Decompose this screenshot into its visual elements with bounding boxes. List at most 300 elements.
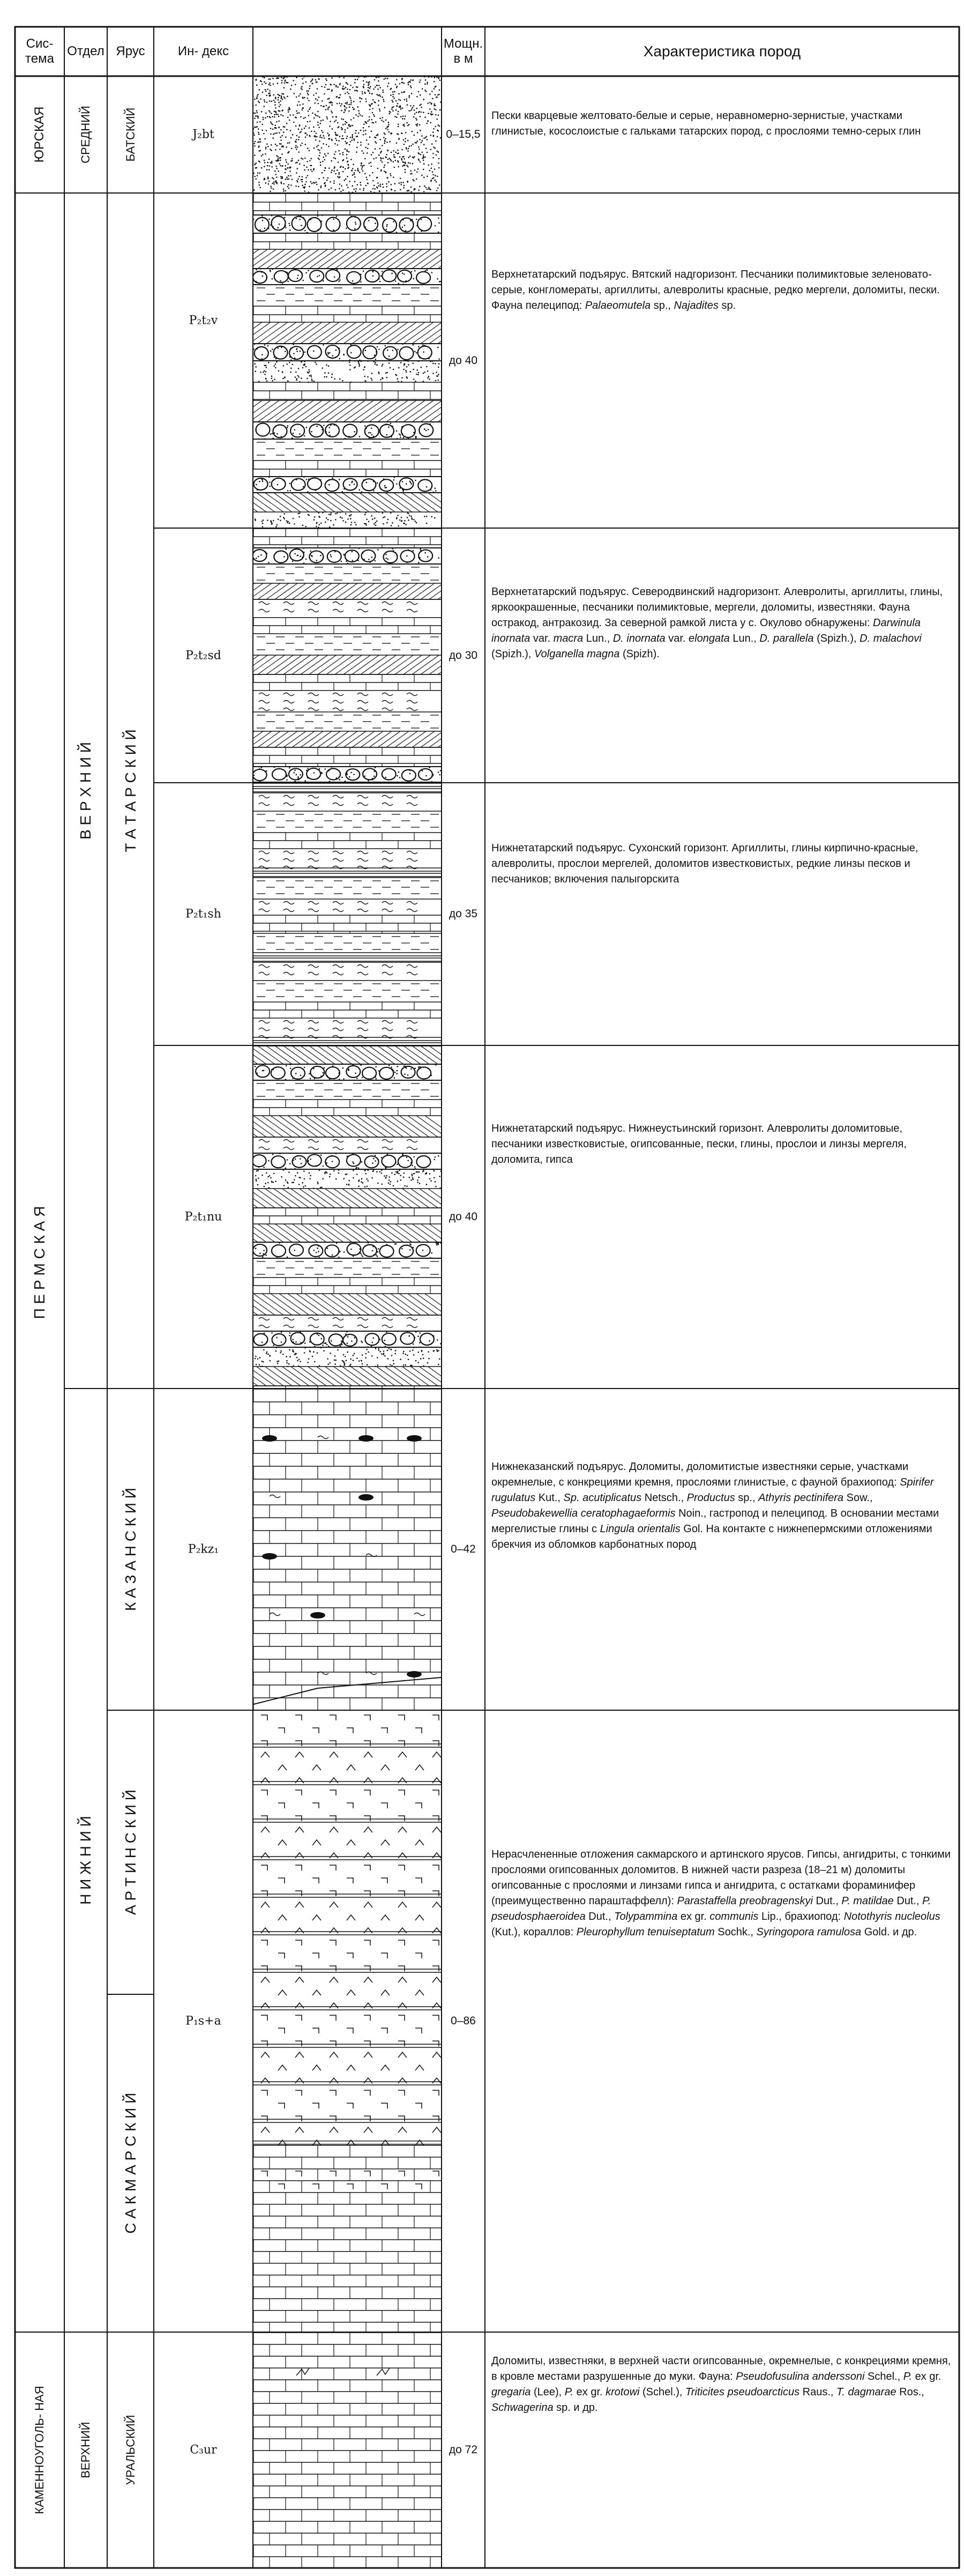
anhydrite-sign [398, 2052, 407, 2058]
sand-dot [298, 186, 300, 188]
sand-dot [410, 170, 412, 172]
sand-dot [362, 1182, 363, 1184]
sand-dot [309, 375, 310, 377]
sand-dot [398, 93, 400, 95]
description-text: Dut., [893, 1895, 923, 1907]
sand-dot [417, 168, 419, 170]
cross-bed [249, 400, 279, 422]
sand-dot [342, 189, 344, 191]
marl-sign [308, 909, 319, 912]
sand-dot [261, 155, 263, 157]
sand-dot [410, 1068, 412, 1070]
marl-sign [382, 1318, 393, 1320]
anhydrite-sign [364, 2052, 372, 2058]
gypsum-sign [364, 1816, 370, 1821]
sand-dot [439, 184, 440, 186]
sand-dot [255, 1248, 257, 1249]
cross-bed [343, 400, 373, 422]
sand-dot [412, 1179, 414, 1181]
sand-dot [289, 523, 290, 524]
sand-dot [316, 526, 317, 528]
description-text: ex gr. [912, 2371, 941, 2382]
sand-dot [259, 1364, 260, 1365]
sand-dot [423, 351, 424, 353]
sand-dot [413, 1343, 414, 1345]
cross-bed [399, 1116, 429, 1137]
sand-dot [261, 215, 263, 217]
sand-dot [433, 128, 435, 130]
gypsum-sign [415, 1728, 422, 1733]
anhydrite-sign [330, 1752, 338, 1757]
sand-dot [387, 129, 388, 130]
sand-dot [295, 372, 297, 373]
sand-dot [317, 103, 319, 105]
pebble [418, 346, 432, 359]
sand-dot [385, 554, 387, 555]
sand-dot [397, 1163, 398, 1165]
cross-bed [361, 655, 387, 674]
sand-dot [327, 109, 329, 110]
sand-dot [295, 1073, 297, 1074]
sand-dot [289, 482, 291, 484]
sand-dot [328, 88, 330, 90]
sand-dot [268, 169, 270, 170]
sand-dot [364, 1170, 366, 1171]
gypsum-sign [398, 1741, 405, 1746]
sand-dot [437, 347, 439, 348]
stage-label: А Р Т И Н С К И Й [122, 1790, 139, 1915]
sand-dot [256, 281, 257, 283]
sand-dot [285, 136, 287, 138]
sand-dot [375, 560, 376, 562]
sand-dot [377, 88, 379, 90]
sand-dot [418, 91, 420, 93]
cross-bed [425, 1116, 455, 1137]
sand-dot [276, 155, 278, 157]
sand-dot [307, 147, 309, 149]
sand-dot [385, 120, 387, 121]
gypsum-sign [432, 1865, 439, 1870]
sand-dot [427, 370, 429, 372]
sand-dot [264, 77, 265, 79]
cross-bed [326, 655, 353, 674]
sand-dot [264, 1186, 265, 1187]
sand-dot [271, 1332, 273, 1334]
sand-dot [413, 550, 414, 552]
gypsum-sign [415, 1953, 422, 1958]
sand-dot [437, 375, 438, 377]
sand-dot [321, 147, 323, 149]
sand-dot [338, 172, 340, 174]
sand-dot [437, 1339, 438, 1341]
sand-dot [282, 115, 284, 117]
sand-dot [392, 94, 394, 95]
marl-sign [382, 803, 393, 806]
sand-dot [346, 154, 348, 155]
cross-bed [446, 249, 473, 269]
sand-dot [384, 516, 386, 518]
sand-dot [439, 1176, 440, 1177]
sand-dot [309, 186, 310, 188]
sand-dot [366, 1255, 368, 1257]
pebble [382, 769, 396, 780]
sand-dot [384, 487, 386, 488]
sand-dot [254, 176, 256, 177]
cross-bed [377, 1189, 403, 1208]
sand-dot [270, 112, 271, 113]
sand-dot [369, 119, 370, 121]
cross-bed [236, 1294, 266, 1315]
pebble [290, 549, 304, 561]
sand-dot [301, 1163, 302, 1164]
marl-sign [357, 693, 368, 696]
sand-dot [406, 100, 408, 102]
unit-index: P₁s+a [185, 2014, 221, 2028]
sand-dot [390, 1181, 392, 1183]
sand-dot [354, 181, 356, 182]
sand-dot [389, 141, 391, 143]
sand-dot [414, 113, 416, 115]
sand-dot [380, 488, 382, 490]
sand-dot [371, 434, 373, 436]
sand-dot [417, 132, 419, 133]
sand-dot [351, 170, 353, 172]
sand-dot [313, 127, 315, 128]
sand-dot [284, 98, 286, 99]
sand-dot [328, 189, 330, 190]
sand-dot [399, 433, 400, 435]
cross-bed [257, 1189, 283, 1208]
sand-dot [419, 185, 421, 187]
sand-dot [332, 355, 333, 357]
sand-dot [317, 122, 319, 123]
sand-dot [333, 180, 335, 182]
gypsum-sign [347, 2103, 353, 2109]
sand-dot [322, 132, 324, 133]
sand-dot [397, 378, 399, 380]
cross-bed [360, 493, 386, 512]
sand-dot [385, 1177, 387, 1179]
sand-dot [315, 114, 316, 115]
description-text: Верхнетатарский подъярус. Северодвинский надгоризонт. Алевролиты, аргиллиты, глины, яркоокрашенные, песчаники полимиктовые, мергели, доломиты, известняки. Фауна остракод, антракозид. За северной рамкой листа у с. Окулово обнаружены: [491, 585, 943, 629]
sand-dot [403, 144, 405, 145]
sand-dot [405, 169, 406, 170]
sand-dot [371, 1346, 372, 1347]
sand-dot [403, 139, 405, 141]
sand-dot [326, 118, 328, 120]
sand-dot [302, 551, 303, 553]
sand-dot [287, 164, 289, 165]
sand-dot [296, 135, 298, 137]
sand-dot [265, 552, 267, 553]
marl-sign [407, 708, 417, 711]
sand-dot [265, 371, 267, 373]
sand-dot [360, 130, 362, 131]
sand-dot [287, 522, 288, 524]
sand-dot [437, 136, 438, 138]
sand-dot [424, 116, 426, 118]
sand-dot [333, 218, 334, 220]
sand-dot [331, 169, 333, 171]
sand-dot [309, 1073, 310, 1074]
sand-dot [354, 217, 356, 218]
sand-dot [350, 119, 352, 121]
sand-dot [355, 169, 356, 171]
anhydrite-sign [347, 1915, 355, 1920]
sand-dot [273, 94, 274, 96]
sand-dot [431, 1075, 432, 1077]
sand-dot [416, 140, 418, 142]
pebble [309, 424, 323, 437]
cross-bed [222, 493, 249, 512]
anhydrite-sign [381, 1765, 390, 1770]
sand-dot [316, 93, 317, 94]
sand-dot [405, 1364, 407, 1366]
sand-dot [403, 187, 405, 189]
sand-dot [431, 143, 433, 145]
sand-dot [313, 381, 315, 382]
sand-dot [373, 114, 375, 116]
sand-dot [271, 1069, 273, 1071]
sand-dot [407, 150, 409, 152]
sand-dot [419, 124, 421, 125]
cross-bed [335, 655, 362, 674]
sand-dot [413, 432, 415, 434]
cross-bed [395, 322, 425, 344]
sand-dot [306, 427, 308, 428]
sand-dot [274, 170, 276, 172]
sand-dot [328, 373, 330, 374]
sand-dot [281, 176, 283, 178]
sand-dot [304, 352, 306, 353]
sand-dot [333, 183, 335, 184]
pebble [254, 478, 268, 490]
sand-dot [290, 368, 292, 369]
sand-dot [330, 1353, 331, 1354]
sand-dot [293, 518, 294, 519]
sand-dot [343, 112, 345, 113]
sand-dot [263, 1070, 265, 1072]
anhydrite-sign [432, 1977, 441, 1983]
sand-dot [323, 143, 324, 145]
sand-dot [438, 1244, 439, 1245]
sand-dot [408, 519, 409, 521]
sand-dot [395, 1171, 397, 1172]
anhydrite-sign [398, 1778, 407, 1783]
sand-dot [259, 161, 260, 163]
sand-dot [316, 523, 318, 524]
sand-dot [264, 1332, 265, 1334]
sand-dot [321, 1186, 323, 1188]
sand-dot [430, 361, 431, 362]
sand-dot [268, 183, 270, 185]
marl-sign [357, 973, 368, 975]
sand-dot [264, 162, 266, 164]
sand-dot [261, 271, 263, 273]
sand-dot [411, 108, 413, 110]
sand-dot [425, 137, 427, 138]
sand-dot [352, 87, 354, 88]
pebble [309, 1245, 323, 1257]
sand-dot [354, 522, 356, 523]
sand-dot [324, 182, 326, 184]
anhydrite-sign [398, 2003, 407, 2008]
pebble [402, 770, 416, 781]
sand-dot [318, 1251, 319, 1252]
contact-line [253, 1677, 441, 1704]
marl-sign [333, 909, 343, 912]
gypsum-sign [261, 1790, 267, 1795]
sand-dot [331, 110, 332, 112]
cross-bed [356, 1294, 386, 1315]
sand-dot [429, 170, 430, 172]
sand-dot [269, 116, 271, 118]
sand-dot [270, 78, 271, 80]
pebble [329, 1334, 343, 1346]
cross-bed [279, 1116, 309, 1137]
sand-dot [339, 153, 341, 155]
marl-sign [283, 1140, 294, 1142]
sand-dot [275, 363, 277, 365]
sand-dot [340, 94, 341, 96]
sand-dot [337, 176, 339, 177]
sand-dot [265, 113, 267, 114]
sand-dot [273, 133, 274, 135]
unit-description [491, 1459, 953, 1553]
sand-dot [427, 556, 429, 558]
sand-dot [378, 511, 379, 513]
sand-dot [277, 83, 279, 84]
sand-dot [405, 230, 407, 232]
anhydrite-sign [261, 2078, 270, 2083]
cross-bed [399, 1294, 429, 1315]
sand-dot [354, 172, 355, 174]
unit-description [491, 1847, 953, 1940]
cross-bed [258, 731, 280, 747]
sand-dot [360, 165, 362, 166]
sand-dot [346, 103, 348, 105]
sand-dot [289, 1349, 290, 1351]
sand-dot [284, 126, 286, 128]
cross-bed [378, 249, 405, 269]
cross-bed [335, 583, 357, 599]
sand-dot [400, 182, 402, 183]
description-text: Lip., брахиопод: [758, 1911, 844, 1923]
sand-dot [324, 86, 326, 88]
marl-sign [259, 973, 270, 975]
gypsum-sign [432, 1891, 439, 1896]
sand-dot [371, 1355, 373, 1357]
cross-bed [421, 655, 447, 674]
marl-sign [283, 909, 294, 912]
sand-dot [421, 219, 422, 220]
sand-dot [320, 105, 322, 107]
sand-dot [431, 102, 432, 104]
description-text: (Schel.), [639, 2386, 686, 2398]
sand-dot [339, 358, 340, 360]
sand-dot [255, 1356, 257, 1357]
fauna-sign [296, 2368, 309, 2375]
marl-sign [407, 803, 417, 806]
sand-dot [331, 1155, 333, 1156]
sand-dot [372, 99, 374, 101]
sand-dot [342, 1067, 344, 1069]
sand-dot [282, 109, 283, 111]
description-text: Пески кварцевые желтовато-белые и серые, неравномерно-зернистые, участками глинистые, косослоистые с гальками татарских пород, с прослоями темно-серых глин [491, 110, 921, 137]
sand-dot [363, 134, 364, 136]
sand-dot [285, 225, 286, 227]
sand-dot [277, 433, 278, 435]
sand-dot [393, 161, 394, 162]
anhydrite-sign [347, 1765, 355, 1770]
anhydrite-sign [398, 1928, 407, 1933]
sand-dot [369, 175, 371, 176]
anhydrite-sign [295, 2052, 304, 2058]
marl-sign [357, 701, 368, 703]
anhydrite-sign [330, 1977, 338, 1983]
gypsum-sign [364, 2116, 370, 2121]
sand-dot [347, 1352, 348, 1353]
gypsum-sign [398, 1966, 405, 1971]
sand-dot [299, 433, 301, 435]
cross-bed [331, 1294, 361, 1315]
sand-dot [415, 437, 417, 439]
sand-dot [294, 1354, 296, 1355]
sand-dot [281, 80, 283, 81]
sand-dot [286, 161, 287, 163]
sand-dot [343, 1178, 345, 1179]
gypsum-sign [330, 1715, 336, 1720]
sand-dot [424, 428, 425, 430]
sand-dot [322, 214, 323, 216]
cross-bed [395, 249, 422, 269]
sand-dot [275, 110, 277, 112]
cross-bed [271, 1116, 301, 1137]
gypsum-sign [415, 1878, 422, 1883]
anhydrite-sign [261, 2003, 270, 2008]
sand-dot [363, 165, 365, 166]
sand-dot [375, 1160, 376, 1162]
cross-bed [402, 493, 429, 512]
cross-bed [386, 655, 413, 674]
cross-bed [231, 1189, 258, 1208]
sand-dot [352, 1154, 354, 1155]
sand-dot [342, 380, 343, 382]
description-text: Lun., [729, 632, 760, 644]
gypsum-sign [347, 1878, 353, 1883]
sand-dot [330, 181, 331, 183]
sand-dot [393, 1363, 395, 1365]
sand-dot [347, 92, 348, 93]
description-text: Верхнетатарский подъярус. Вятский надгоризонт. Песчаники полимиктовые зеленовато-серые, конгломераты, аргиллиты, алевролиты красные, редко мергели, доломиты, пески. Фауна пелеципод: [491, 268, 940, 311]
sand-dot [367, 360, 369, 362]
sand-dot [339, 511, 341, 513]
sand-dot [405, 161, 406, 163]
cross-bed [386, 583, 409, 599]
gypsum-sign [261, 1816, 267, 1821]
sand-dot [407, 517, 408, 518]
sand-dot [347, 187, 349, 188]
sand-dot [313, 519, 315, 521]
sand-dot [391, 132, 392, 134]
sand-dot [333, 229, 334, 231]
sand-dot [283, 126, 285, 128]
sand-dot [257, 115, 258, 117]
sand-dot [285, 79, 286, 81]
sand-dot [342, 87, 343, 89]
marl-sign [283, 1036, 294, 1038]
sand-dot [293, 1160, 294, 1161]
